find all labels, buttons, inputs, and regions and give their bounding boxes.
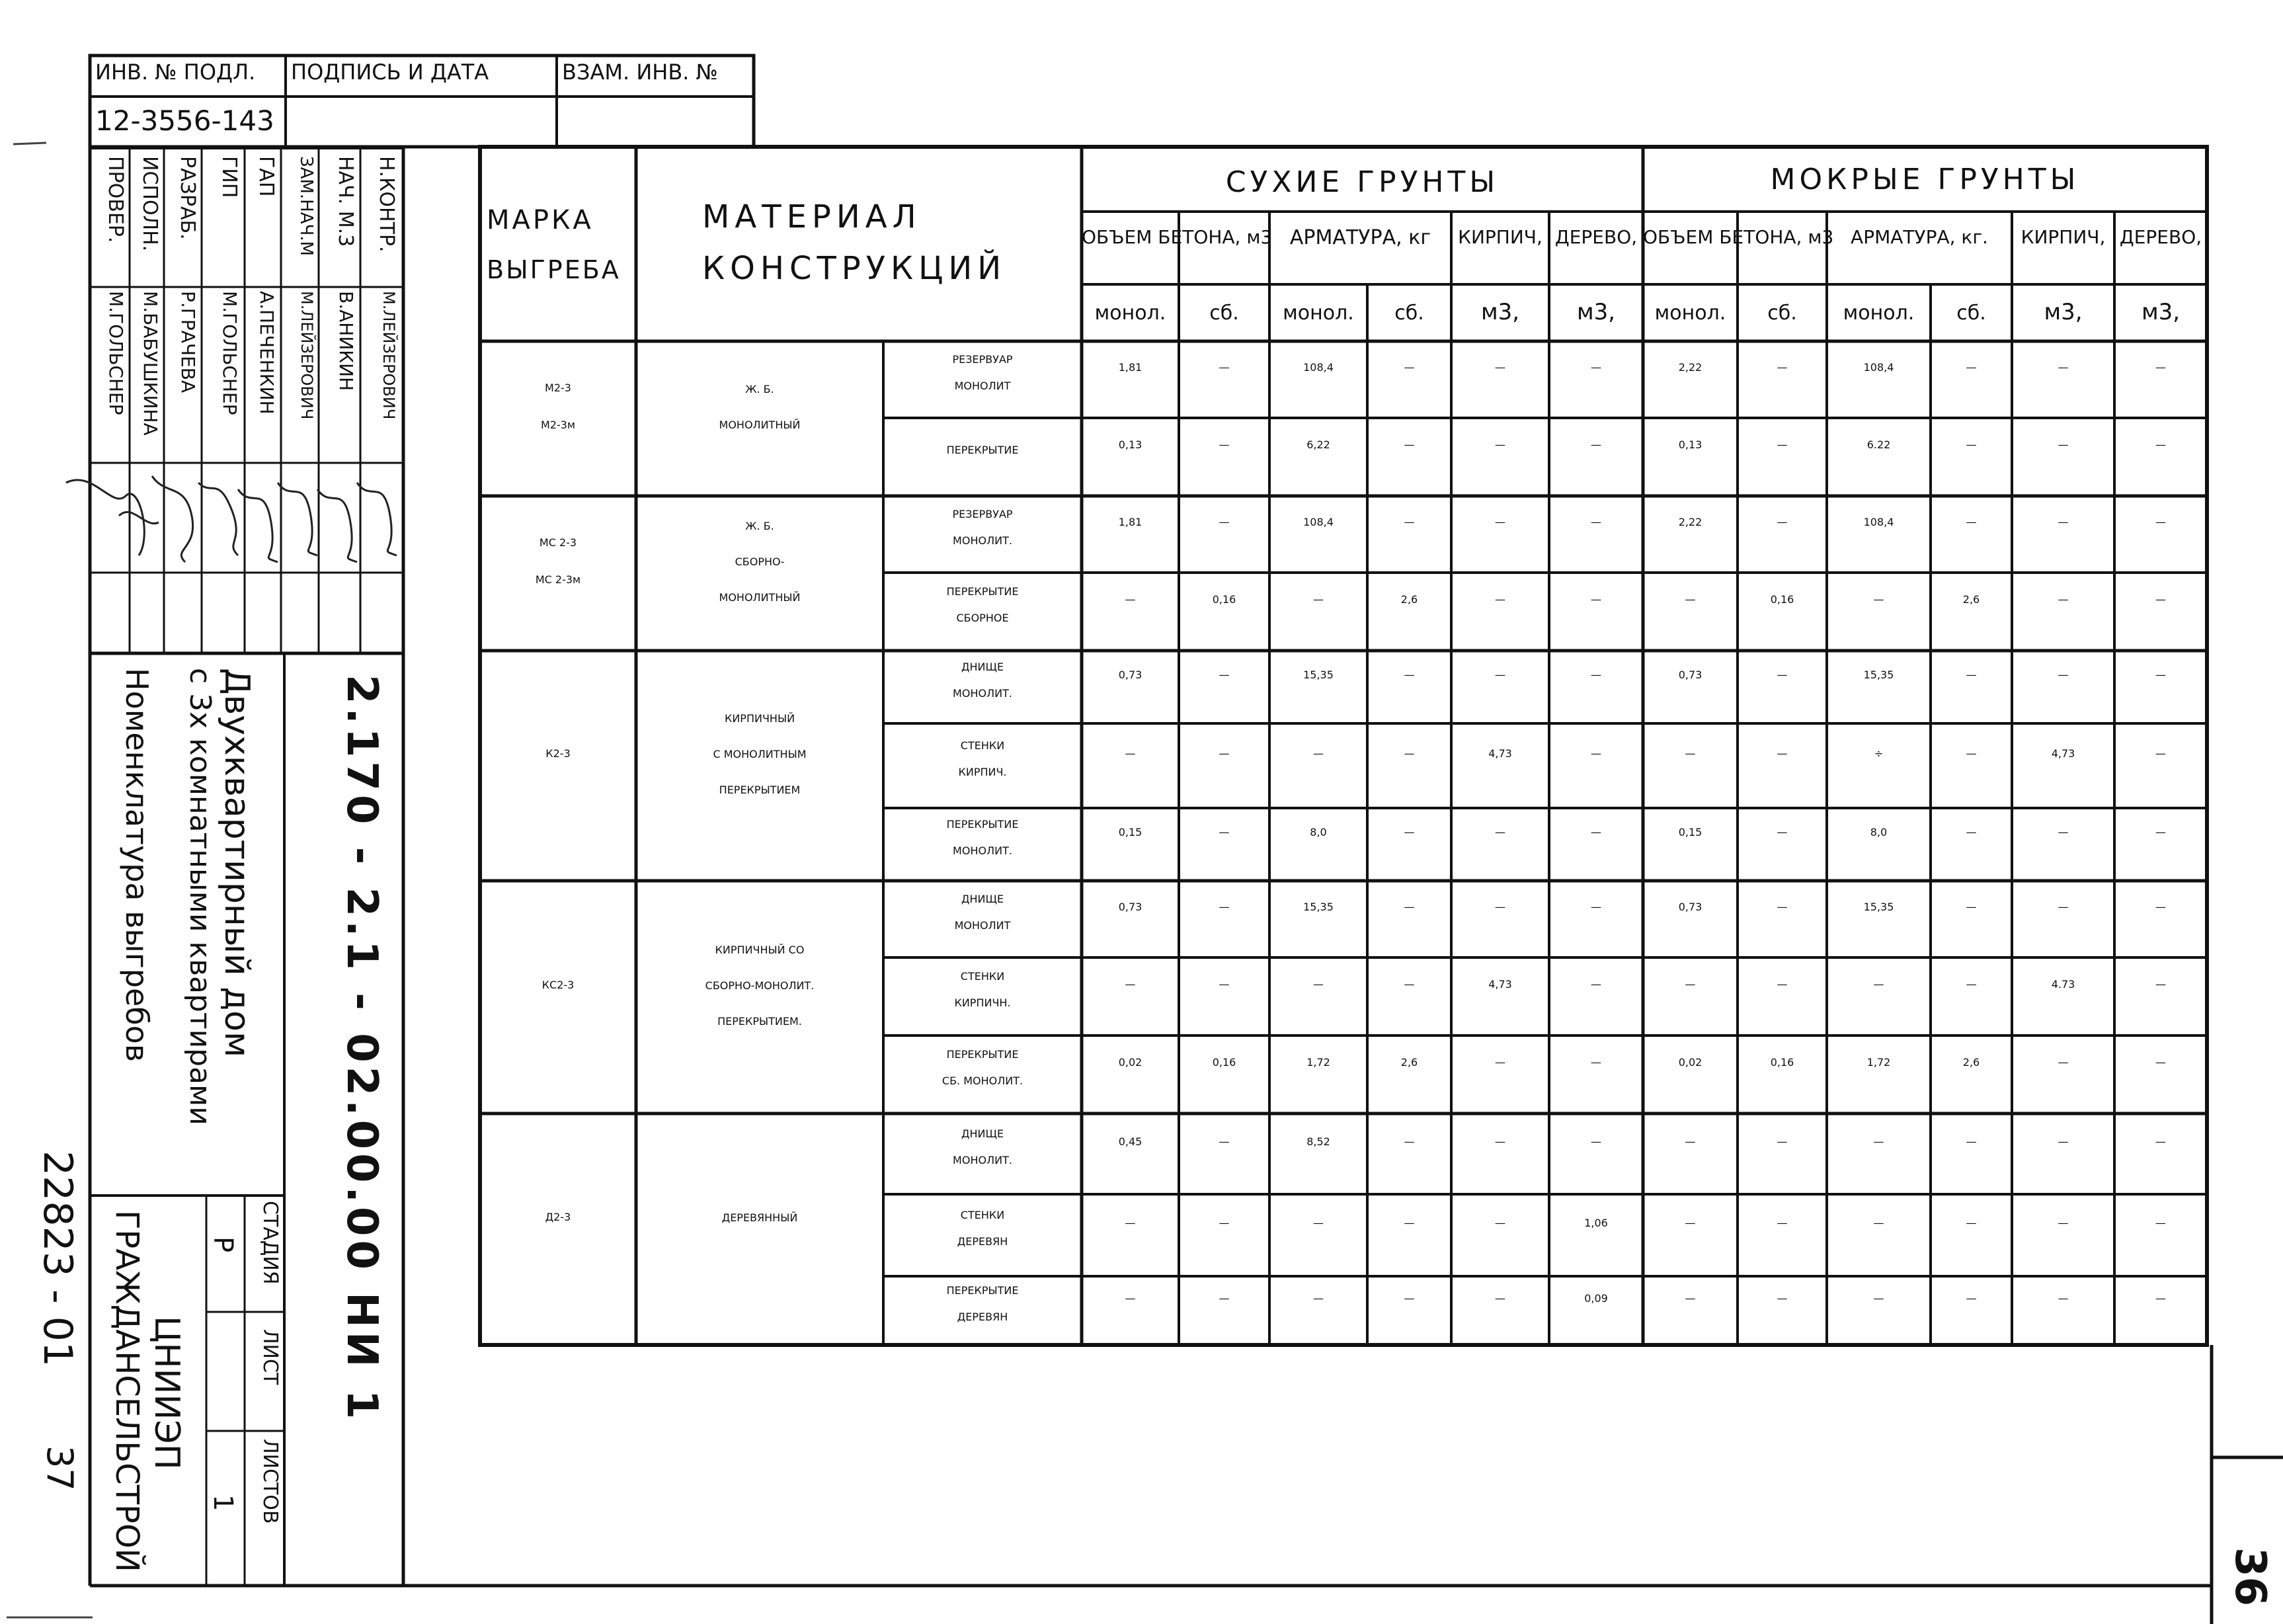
table-cell: — — [1966, 1135, 1977, 1148]
unit-m3: м3, — [2044, 299, 2083, 325]
table-cell: — — [1591, 669, 1601, 681]
table-cell: 4.73 — [2051, 978, 2075, 991]
table-cell: 2,6 — [1400, 593, 1418, 606]
table-cell: 15,35 — [1863, 669, 1894, 681]
table-cell: — — [1777, 747, 1788, 760]
table-cell: — — [1685, 1217, 1696, 1229]
table-cell: — — [2058, 1135, 2069, 1148]
role-label: ГАП — [255, 156, 278, 197]
table-cell: — — [1495, 438, 1505, 451]
row-part: МОНОЛИТ. — [953, 1154, 1012, 1166]
table-cell: — — [1125, 978, 1136, 991]
table-cell: — — [1685, 978, 1696, 991]
table-cell: — — [1219, 901, 1230, 913]
table-cell: 6.22 — [1866, 438, 1891, 451]
table-cell: — — [1777, 1217, 1788, 1229]
table-cell: 6,22 — [1306, 438, 1330, 451]
table-cell: — — [2058, 901, 2069, 913]
table-cell: 1,72 — [1866, 1056, 1891, 1069]
page-number: 36 — [2225, 1547, 2274, 1607]
role-name: М.ЛЕЙЗЕРОВИЧ — [298, 291, 316, 420]
table-cell: — — [1777, 978, 1788, 991]
unit-m3: м3, — [1480, 299, 1520, 325]
table-cell: — — [1219, 438, 1230, 451]
table-cell: 4,73 — [1488, 978, 1512, 991]
col-material-line1: МАТЕРИАЛ — [702, 198, 922, 235]
table-cell: — — [1313, 747, 1324, 760]
row-material: КИРПИЧНЫЙ СО — [715, 944, 805, 956]
table-cell: — — [1404, 1217, 1415, 1229]
table-cell: — — [1966, 361, 1977, 374]
table-cell: 0,02 — [1678, 1056, 1702, 1069]
row-part: МОНОЛИТ — [954, 380, 1011, 392]
row-part: СТЕНКИ — [960, 739, 1005, 752]
unit-sb: сб. — [1767, 302, 1797, 325]
table-cell: 0,13 — [1678, 438, 1702, 451]
table-cell: — — [2155, 438, 2166, 451]
role-name: М.БАБУШКИНА — [140, 291, 161, 436]
table-cell: — — [1777, 669, 1788, 681]
table-cell: — — [1313, 593, 1324, 606]
table-cell: ÷ — [1874, 747, 1884, 760]
table-cell: 0,15 — [1118, 826, 1142, 838]
role-label: НАЧ. М.3 — [334, 156, 357, 247]
row-part: СБ. МОНОЛИТ. — [941, 1075, 1023, 1087]
sub-wood-dry: ДЕРЕВО, — [1554, 226, 1638, 248]
table-cell: — — [2155, 1217, 2166, 1229]
role-label: РАЗРАБ. — [176, 156, 199, 240]
table-cell: — — [1591, 978, 1601, 991]
table-cell: — — [1777, 1135, 1788, 1148]
table-cell: — — [1313, 1217, 1324, 1229]
row-part: ПЕРЕКРЫТИЕ — [946, 444, 1019, 456]
table-cell: 108,4 — [1863, 516, 1894, 528]
table-cell: — — [2058, 361, 2069, 374]
row-part: МОНОЛИТ — [954, 919, 1011, 932]
table-cell: — — [1873, 1217, 1884, 1229]
table-cell: — — [2155, 901, 2166, 913]
side-number: 22823 - 01 — [34, 1151, 81, 1367]
unit-monol: монол. — [1654, 302, 1726, 325]
row-part: ДЕРЕВЯН — [957, 1235, 1008, 1248]
table-cell: 0,73 — [1118, 901, 1142, 913]
table-cell: — — [1219, 978, 1230, 991]
table-cell: 2,6 — [1962, 1056, 1980, 1069]
table-cell: — — [1685, 747, 1696, 760]
role-name: Р.ГРАЧЕВА — [177, 291, 199, 393]
org-line-1: ЦНИИЭП — [147, 1316, 186, 1470]
table-cell: 2,22 — [1678, 361, 1702, 374]
row-part: ДЕРЕВЯН — [957, 1311, 1008, 1323]
sub-concrete-wet: ОБЪЕМ БЕТОНА, м3 — [1643, 226, 1834, 248]
table-cell: — — [1313, 1292, 1324, 1305]
table-cell: — — [1219, 669, 1230, 681]
table-cell: — — [1495, 593, 1505, 606]
table-cell: — — [2155, 978, 2166, 991]
table-cell: — — [2058, 593, 2069, 606]
table-cell: — — [1404, 1135, 1415, 1148]
table-cell: — — [1777, 516, 1788, 528]
row-marka: Д2-3 — [545, 1211, 571, 1223]
table-cell: — — [1404, 826, 1415, 838]
row-part: РЕЗЕРВУАР — [952, 508, 1013, 520]
row-part: ПЕРЕКРЫТИЕ — [946, 1284, 1019, 1297]
table-cell: — — [1495, 516, 1505, 528]
table-cell: 1,72 — [1306, 1056, 1330, 1069]
col-marka-line1: МАРКА — [487, 205, 594, 235]
table-cell: 8,0 — [1310, 826, 1327, 838]
row-part: ПЕРЕКРЫТИЕ — [946, 585, 1019, 598]
table-cell: — — [2058, 669, 2069, 681]
sub-rebar-wet: АРМАТУРА, кг. — [1851, 226, 1988, 248]
table-cell: 0,02 — [1118, 1056, 1142, 1069]
table-cell: — — [1404, 669, 1415, 681]
table-cell: — — [2058, 438, 2069, 451]
table-cell: 0,16 — [1212, 1056, 1236, 1069]
row-part: ПЕРЕКРЫТИЕ — [946, 818, 1019, 831]
row-part: ДНИЩЕ — [961, 661, 1004, 673]
table-cell: — — [1313, 978, 1324, 991]
table-cell: — — [1404, 361, 1415, 374]
unit-sb: сб. — [1394, 302, 1424, 325]
table-cell: — — [1966, 826, 1977, 838]
table-cell: 8,52 — [1306, 1135, 1330, 1148]
unit-sb: сб. — [1956, 302, 1986, 325]
table-cell: — — [2155, 669, 2166, 681]
table-cell: — — [2058, 1217, 2069, 1229]
role-name: М.ГОЛЬСНЕР — [105, 291, 127, 415]
role-label: ПРОВЕР. — [104, 156, 127, 243]
sub-rebar-dry: АРМАТУРА, кг — [1289, 226, 1431, 249]
table-cell: — — [1125, 747, 1136, 760]
table-cell: — — [1777, 901, 1788, 913]
side-sheet-number: 37 — [39, 1445, 81, 1491]
role-label: ИСПОЛН. — [138, 156, 161, 252]
table-cell: 0,16 — [1770, 1056, 1794, 1069]
row-material: МОНОЛИТНЫЙ — [719, 419, 801, 431]
table-cell: 0,16 — [1770, 593, 1794, 606]
table-cell: 4,73 — [1488, 747, 1512, 760]
role-label: Н.КОНТР. — [375, 156, 398, 253]
unit-sb: сб. — [1209, 302, 1239, 325]
table-cell: — — [1404, 978, 1415, 991]
row-material: СБОРНО- — [735, 555, 785, 568]
stamp-vzam-label: ВЗАМ. ИНВ. № — [562, 60, 718, 85]
table-cell: — — [2058, 1292, 2069, 1305]
project-line-2: с 3х комнатными квартирами — [183, 668, 217, 1125]
table-cell: — — [1873, 978, 1884, 991]
table-cell: — — [1219, 1292, 1230, 1305]
table-cell: — — [1219, 1135, 1230, 1148]
table-cell: — — [1495, 361, 1505, 374]
table-cell: — — [1495, 1056, 1505, 1069]
stage-value: Р — [208, 1237, 238, 1253]
table-cell: — — [2155, 1056, 2166, 1069]
row-part: ПЕРЕКРЫТИЕ — [946, 1048, 1019, 1061]
sub-wood-wet: ДЕРЕВО, — [2119, 226, 2202, 248]
row-marka: К2-3 — [545, 747, 571, 760]
row-part: МОНОЛИТ. — [953, 844, 1012, 857]
table-cell: — — [1219, 747, 1230, 760]
table-cell: — — [1495, 669, 1505, 681]
group-wet-header: МОКРЫЕ ГРУНТЫ — [1770, 163, 2080, 196]
table-cell: 8,0 — [1870, 826, 1888, 838]
role-name: А.ПЕЧЕНКИН — [256, 291, 278, 415]
row-marka: М2-3м — [540, 419, 575, 431]
table-cell: — — [1125, 593, 1136, 606]
doc-code: 2.170 - 2.1 - 02.00.00 НИ 1 — [337, 674, 386, 1424]
table-cell: — — [2155, 1135, 2166, 1148]
role-name: М.ГОЛЬСНЕР — [219, 291, 241, 415]
table-cell: — — [2155, 516, 2166, 528]
table-cell: — — [1685, 593, 1696, 606]
table-cell: — — [1125, 1292, 1136, 1305]
table-cell: — — [1591, 1056, 1601, 1069]
role-name: М.ЛЕЙЗЕРОВИЧ — [380, 291, 398, 420]
project-line-1: Двухквартирный дом — [217, 668, 257, 1058]
row-material: ПЕРЕКРЫТИЕМ. — [717, 1015, 802, 1028]
sub-concrete-dry: ОБЪЕМ БЕТОНА, м3 — [1082, 226, 1273, 248]
stamp-inv-label: ИНВ. № ПОДЛ. — [95, 60, 256, 85]
table-cell: — — [1966, 516, 1977, 528]
row-material: МОНОЛИТНЫЙ — [719, 591, 801, 604]
sheets-label: ЛИСТОВ — [259, 1439, 282, 1524]
table-cell: 0,73 — [1118, 669, 1142, 681]
row-part: КИРПИЧ. — [958, 766, 1007, 778]
table-cell: — — [1591, 1135, 1601, 1148]
row-marka: КС2-3 — [541, 979, 575, 991]
table-cell: — — [1966, 978, 1977, 991]
table-cell: — — [1591, 593, 1601, 606]
row-part: СБОРНОЕ — [956, 612, 1009, 624]
table-cell: — — [1966, 438, 1977, 451]
table-cell: — — [1219, 361, 1230, 374]
table-cell: — — [1495, 1217, 1505, 1229]
table-cell: — — [1966, 1217, 1977, 1229]
table-cell: — — [1404, 901, 1415, 913]
table-cell: 15,35 — [1303, 669, 1334, 681]
table-cell: 0,09 — [1584, 1292, 1608, 1305]
table-cell: — — [1125, 1217, 1136, 1229]
stage-label: СТАДИЯ — [259, 1201, 282, 1285]
table-cell: 2,22 — [1678, 516, 1702, 528]
row-material: ДЕРЕВЯННЫЙ — [721, 1211, 798, 1224]
table-cell: 2,6 — [1962, 593, 1980, 606]
table-cell: 108,4 — [1303, 361, 1334, 374]
table-cell: — — [2155, 361, 2166, 374]
table-cell: — — [1591, 826, 1601, 838]
table-cell: 0,13 — [1118, 438, 1142, 451]
row-marka: МС 2-3м — [535, 573, 581, 586]
table-cell: — — [1873, 593, 1884, 606]
table-cell: — — [1966, 1292, 1977, 1305]
table-cell: 15,35 — [1303, 901, 1334, 913]
row-part: СТЕНКИ — [960, 1209, 1005, 1221]
table-cell: — — [1591, 516, 1601, 528]
col-material-line2: КОНСТРУКЦИЙ — [702, 250, 1007, 287]
sheet-label: ЛИСТ — [259, 1329, 282, 1385]
sub-brick-dry: КИРПИЧ, — [1458, 226, 1542, 248]
row-material: Ж. Б. — [745, 383, 774, 395]
role-label: ГИП — [218, 156, 241, 198]
stamp-inv-value: 12-3556-143 — [95, 104, 274, 137]
row-material: Ж. Б. — [745, 520, 774, 532]
col-marka-line2: ВЫГРЕБА — [487, 255, 621, 284]
table-cell: — — [1777, 1292, 1788, 1305]
org-line-2: ГРАЖДАНСЕЛЬСТРОЙ — [108, 1210, 145, 1572]
unit-monol: монол. — [1094, 302, 1166, 325]
table-cell: — — [1404, 516, 1415, 528]
unit-monol: монол. — [1843, 302, 1915, 325]
table-cell: — — [1591, 438, 1601, 451]
row-part: ДНИЩЕ — [961, 1127, 1004, 1140]
table-cell: 0,15 — [1678, 826, 1702, 838]
row-part: КИРПИЧН. — [954, 996, 1011, 1009]
table-cell: — — [2058, 516, 2069, 528]
table-cell: 0,73 — [1678, 901, 1702, 913]
table-cell: — — [1873, 1292, 1884, 1305]
table-cell: — — [1495, 1292, 1505, 1305]
group-dry-header: СУХИЕ ГРУНТЫ — [1225, 165, 1500, 199]
table-cell: 1,81 — [1118, 516, 1142, 528]
row-part: МОНОЛИТ. — [953, 534, 1012, 547]
table-cell: — — [1495, 1135, 1505, 1148]
table-cell: 15,35 — [1863, 901, 1894, 913]
table-cell: 0,16 — [1212, 593, 1236, 606]
sheets-value: 1 — [208, 1494, 238, 1512]
table-cell: — — [1591, 361, 1601, 374]
table-cell: — — [1404, 1292, 1415, 1305]
table-cell: 1,81 — [1118, 361, 1142, 374]
table-cell: — — [1966, 747, 1977, 760]
row-material: КИРПИЧНЫЙ — [724, 712, 795, 725]
row-marka: М2-3 — [545, 382, 571, 394]
table-cell: — — [1219, 826, 1230, 838]
table-cell: — — [1495, 826, 1505, 838]
table-cell: — — [2058, 826, 2069, 838]
table-cell: 1,06 — [1584, 1217, 1608, 1229]
table-cell: — — [2155, 593, 2166, 606]
unit-monol: монол. — [1283, 302, 1354, 325]
table-cell: 4,73 — [2051, 747, 2075, 760]
table-cell: — — [2155, 1292, 2166, 1305]
table-cell: — — [1404, 438, 1415, 451]
row-material: ПЕРЕКРЫТИЕМ — [719, 784, 801, 796]
table-cell: — — [1591, 747, 1601, 760]
table-cell: — — [1404, 747, 1415, 760]
table-cell: 2,6 — [1400, 1056, 1418, 1069]
table-cell: — — [1219, 1217, 1230, 1229]
table-cell: — — [1685, 1292, 1696, 1305]
row-part: СТЕНКИ — [960, 970, 1005, 983]
table-cell: — — [2155, 747, 2166, 760]
table-cell: — — [2058, 1056, 2069, 1069]
table-cell: 0,73 — [1678, 669, 1702, 681]
row-marka: МС 2-3 — [539, 536, 577, 549]
table-cell: — — [1873, 1135, 1884, 1148]
table-cell: — — [1966, 901, 1977, 913]
table-cell: — — [1495, 901, 1505, 913]
table-cell: — — [1219, 516, 1230, 528]
table-cell: — — [2155, 826, 2166, 838]
table-cell: 108,4 — [1863, 361, 1894, 374]
role-name: В.АНИКИН — [335, 291, 357, 391]
table-cell: — — [1591, 901, 1601, 913]
table-cell: 108,4 — [1303, 516, 1334, 528]
stamp-sign-date-label: ПОДПИСЬ И ДАТА — [291, 60, 489, 85]
table-cell: — — [1777, 361, 1788, 374]
unit-m3: м3, — [2141, 299, 2181, 325]
table-cell: — — [1966, 669, 1977, 681]
role-label: ЗАМ.НАЧ.М — [296, 156, 316, 257]
row-part: ДНИЩЕ — [961, 893, 1004, 905]
table-cell: 0,45 — [1118, 1135, 1142, 1148]
table-cell: — — [1777, 826, 1788, 838]
row-part: РЕЗЕРВУАР — [952, 353, 1013, 366]
row-material: СБОРНО-МОНОЛИТ. — [705, 979, 815, 992]
table-cell: — — [1685, 1135, 1696, 1148]
doc-title: Номенклатура выгребов — [119, 668, 155, 1062]
signature-scribbles — [53, 456, 410, 582]
table-cell: — — [1777, 438, 1788, 451]
row-part: МОНОЛИТ. — [953, 687, 1012, 700]
sub-brick-wet: КИРПИЧ, — [2021, 226, 2106, 248]
row-material: С МОНОЛИТНЫМ — [713, 748, 807, 760]
unit-m3: м3, — [1576, 299, 1616, 325]
